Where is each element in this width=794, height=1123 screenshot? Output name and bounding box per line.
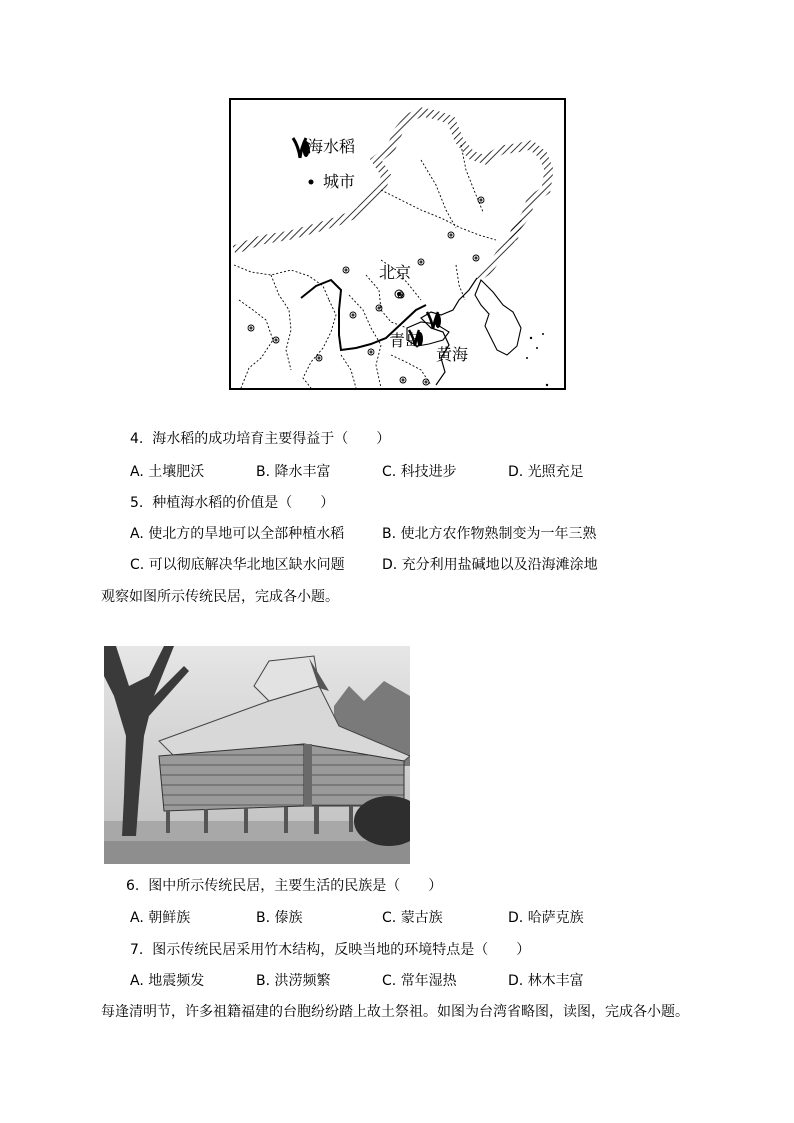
house-photo [104, 646, 410, 864]
label-beijing: 北京 [379, 263, 412, 282]
question-4-stem: 4. 海水稻的成功培育主要得益于（ ） [130, 431, 391, 447]
border-hatch-east [477, 220, 521, 278]
question-6-option-d[interactable]: D. 哈萨克族 [508, 910, 584, 926]
question-7-option-c[interactable]: C. 常年湿热 [382, 973, 457, 989]
peninsula [475, 280, 521, 355]
question-4-option-a[interactable]: A. 土壤肥沃 [130, 464, 205, 480]
label-qingdao: 青岛 [389, 331, 422, 350]
question-4-option-d[interactable]: D. 光照充足 [508, 464, 584, 480]
question-5-option-b[interactable]: B. 使北方农作物熟制变为一年三熟 [382, 526, 597, 542]
intro-house: 观察如图所示传统民居，完成各小题。 [101, 589, 339, 605]
legend-city-label: 城市 [323, 172, 356, 191]
question-5-stem: 5. 种植海水稻的价值是（ ） [130, 495, 335, 511]
question-6-option-c[interactable]: C. 蒙古族 [382, 910, 443, 926]
legend-rice-label: 海水稻 [307, 137, 356, 156]
question-7-option-a[interactable]: A. 地震频发 [130, 973, 205, 989]
question-6-stem: 6. 图中所示传统民居，主要生活的民族是（ ） [126, 878, 443, 894]
border-hatch-north [234, 112, 549, 250]
question-4-option-b[interactable]: B. 降水丰富 [256, 464, 331, 480]
question-7-option-b[interactable]: B. 洪涝频繁 [256, 973, 331, 989]
city-dot-icon [309, 180, 314, 185]
question-4-option-c[interactable]: C. 科技进步 [382, 464, 457, 480]
question-6-option-a[interactable]: A. 朝鲜族 [130, 910, 191, 926]
question-5-option-c[interactable]: C. 可以彻底解决华北地区缺水问题 [130, 557, 345, 573]
question-5-option-d[interactable]: D. 充分利用盐碱地以及沿海滩涂地 [382, 557, 598, 573]
label-yellow-sea: 黄海 [436, 345, 469, 364]
islands [526, 333, 548, 386]
house-photo-drawing [104, 646, 410, 864]
question-5-option-a[interactable]: A. 使北方的旱地可以全部种植水稻 [130, 526, 345, 542]
question-7-stem: 7. 图示传统民居采用竹木结构，反映当地的环境特点是（ ） [130, 942, 531, 958]
map-figure [229, 98, 566, 390]
question-6-option-b[interactable]: B. 傣族 [256, 910, 303, 926]
intro-taiwan: 每逢清明节，许多祖籍福建的台胞纷纷踏上故土祭祖。如图为台湾省略图，读图，完成各小题。 [101, 1004, 689, 1020]
question-7-option-d[interactable]: D. 林木丰富 [508, 973, 584, 989]
